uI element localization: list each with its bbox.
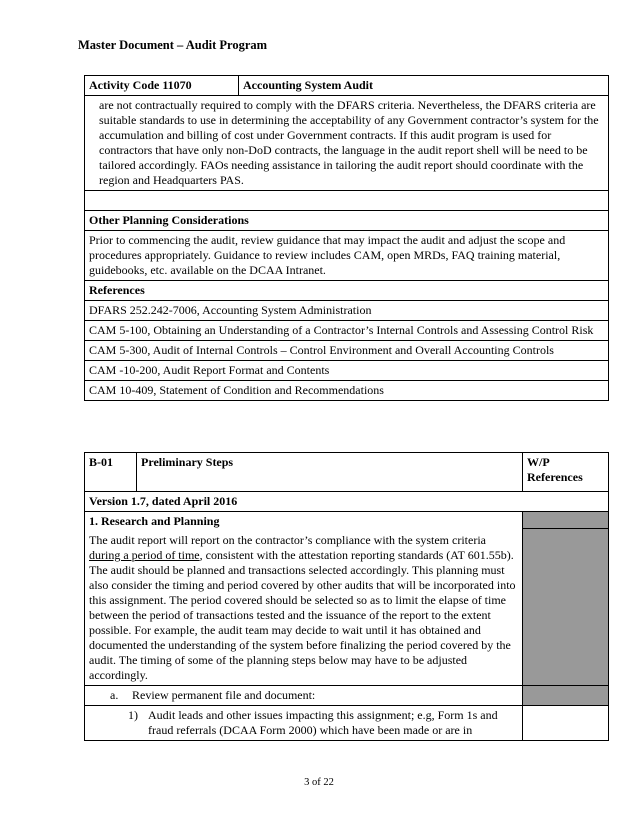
item-a-row	[85, 686, 609, 706]
reference-item: CAM 5-300, Audit of Internal Controls – Control Environment and Overall Accounting Controls	[85, 341, 609, 361]
item-1-cell	[85, 706, 523, 741]
item-1-row	[85, 706, 609, 741]
reference-item: DFARS 252.242-7006, Accounting System Administration	[85, 301, 609, 321]
reference-row	[85, 321, 609, 341]
wp-references-header: W/P References	[523, 453, 609, 492]
activity-code: Activity Code 11070	[85, 76, 239, 96]
activity-table	[84, 75, 609, 401]
paragraph-underlined-text: during a period of time	[89, 548, 200, 562]
step-header-row	[85, 453, 609, 492]
paragraph-text-end: , consistent with the attestation reporting standards (AT 601.55b). The audit should be planned and transactions selected accordingly. This planning must also consider the timing and period covered by other audits that will be incorporated into this assignment. The period covered should be selected so as to limit the elapse of time between the period of transactions tested and the issuance of the report to the extent possible. For example, the audit team may decide to wait until it has obtained and documented the understanding of the system before finalizing the period covered by the audit. The timing of some of the planning steps below may have to be adjusted accordingly.	[89, 548, 516, 682]
step-title: Preliminary Steps	[137, 453, 523, 492]
reference-item: CAM 5-100, Obtaining an Understanding of a Contractor’s Internal Controls and Assessing Control Risk	[85, 321, 609, 341]
item-a-line	[110, 688, 518, 703]
version-text: Version 1.7, dated April 2016	[85, 492, 609, 512]
item-1-line	[128, 708, 518, 738]
references-heading-row	[85, 281, 609, 301]
activity-title: Accounting System Audit	[239, 76, 609, 96]
other-planning-text: Prior to commencing the audit, review guidance that may impact the audit and adjust the scope and procedures appropriately. Guidance to review includes CAM, open MRDs, FAQ training material, guidebooks, etc. available on the DCAA Intranet.	[85, 231, 609, 281]
reference-item: CAM 10-409, Statement of Condition and Recommendations	[85, 381, 609, 401]
empty-cell	[85, 191, 609, 211]
wp-reference-cell-grey	[523, 512, 609, 686]
wp-reference-cell	[523, 706, 609, 741]
version-row	[85, 492, 609, 512]
reference-item: CAM -10-200, Audit Report Format and Contents	[85, 361, 609, 381]
item-a-marker: a.	[110, 688, 119, 702]
page-number: 3 of 22	[304, 777, 334, 788]
other-planning-heading: Other Planning Considerations	[85, 211, 609, 231]
item-1-text: Audit leads and other issues impacting this assignment; e.g, Form 1s and fraud referrals (DCAA Form 2000) which have been made or are in	[148, 708, 498, 737]
reference-row	[85, 361, 609, 381]
item-a-text: Review permanent file and document:	[132, 688, 316, 702]
reference-row	[85, 341, 609, 361]
item-1-marker: 1)	[128, 708, 138, 722]
paragraph-text-start: The audit report will report on the contractor’s compliance with the system criteria	[89, 533, 486, 547]
step-code: B-01	[85, 453, 137, 492]
reference-row	[85, 301, 609, 321]
other-planning-heading-row	[85, 211, 609, 231]
references-heading: References	[85, 281, 609, 301]
other-planning-text-row	[85, 231, 609, 281]
reference-row	[85, 381, 609, 401]
page-header-title: Master Document – Audit Program	[78, 38, 268, 52]
item-a-cell	[85, 686, 523, 706]
preliminary-steps-table	[84, 452, 609, 741]
wp-reference-cell-grey	[523, 686, 609, 706]
section-heading: 1. Research and Planning	[89, 514, 220, 528]
research-planning-row	[85, 512, 609, 686]
empty-row	[85, 191, 609, 211]
research-planning-paragraph	[89, 533, 518, 683]
intro-paragraph: are not contractually required to comply with the DFARS criteria. Nevertheless, the DFARS criteria are suitable standards to use in determining the acceptability of any Government contractor’s system for the accumulation and billing of cost under Government contracts. If this audit program is used for contractors that have only non-DoD contracts, the language in the audit report shell will be need to be tailored accordingly. FAOs needing assistance in tailoring the audit report should coordinate with the region and Headquarters PAS.	[85, 96, 609, 191]
research-planning-cell	[85, 512, 523, 686]
intro-row	[85, 96, 609, 191]
activity-header-row	[85, 76, 609, 96]
wp-divider-line	[523, 528, 608, 529]
